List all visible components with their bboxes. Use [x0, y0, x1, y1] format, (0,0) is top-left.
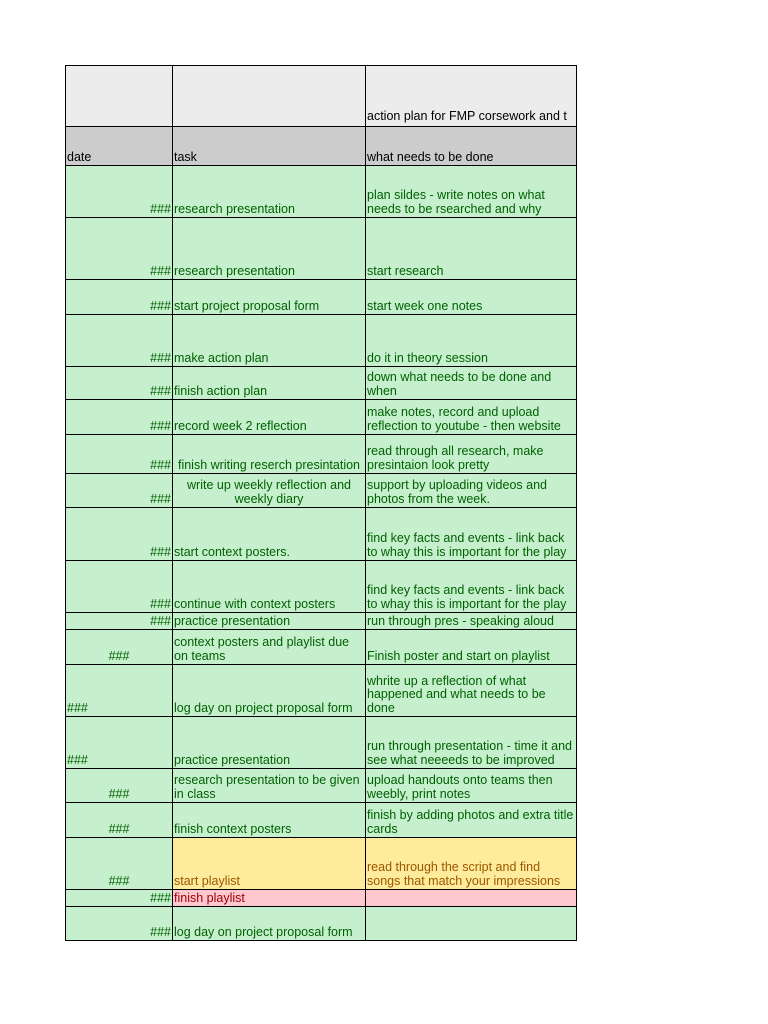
table-row — [65, 890, 577, 907]
task-header[interactable]: task — [173, 127, 366, 166]
cell[interactable] — [173, 65, 366, 127]
what-cell[interactable]: find key facts and events - link back to whay this is important for the play — [366, 508, 577, 561]
spreadsheet — [65, 65, 577, 941]
table-row — [65, 665, 577, 717]
date-cell[interactable]: ### — [65, 367, 173, 400]
what-cell[interactable]: run through pres - speaking aloud — [366, 613, 577, 630]
table-row — [65, 717, 577, 769]
date-header[interactable]: date — [65, 127, 173, 166]
date-cell[interactable]: ### — [65, 907, 173, 941]
what-cell[interactable]: down what needs to be done and when — [366, 367, 577, 400]
date-cell[interactable]: ### — [65, 717, 173, 769]
date-cell[interactable]: ### — [65, 613, 173, 630]
table-row — [65, 803, 577, 838]
header-row — [65, 127, 577, 166]
task-cell[interactable]: log day on project proposal form — [173, 665, 366, 717]
what-cell[interactable]: start research — [366, 218, 577, 280]
what-cell[interactable]: make notes, record and upload reflection to youtube - then website — [366, 400, 577, 435]
task-cell[interactable]: research presentation to be given in class — [173, 769, 366, 803]
task-cell[interactable]: record week 2 reflection — [173, 400, 366, 435]
what-cell[interactable]: whrite up a reflection of what happened and what needs to be done — [366, 665, 577, 717]
table-row — [65, 315, 577, 367]
task-cell[interactable]: start project proposal form — [173, 280, 366, 315]
date-cell[interactable]: ### — [65, 665, 173, 717]
table-row — [65, 474, 577, 508]
table-row — [65, 907, 577, 941]
task-cell[interactable]: continue with context posters — [173, 561, 366, 613]
table-row — [65, 838, 577, 890]
date-cell[interactable]: ### — [65, 400, 173, 435]
task-cell[interactable]: finish context posters — [173, 803, 366, 838]
task-cell[interactable]: log day on project proposal form — [173, 907, 366, 941]
task-cell[interactable]: make action plan — [173, 315, 366, 367]
date-cell[interactable]: ### — [65, 561, 173, 613]
date-cell[interactable]: ### — [65, 435, 173, 474]
task-cell[interactable]: practice presentation — [173, 717, 366, 769]
table-row — [65, 166, 577, 218]
what-cell[interactable]: Finish poster and start on playlist — [366, 630, 577, 665]
date-cell[interactable]: ### — [65, 280, 173, 315]
cell[interactable] — [65, 65, 173, 127]
task-cell[interactable]: write up weekly reflection and weekly diary — [173, 474, 366, 508]
task-cell[interactable]: start context posters. — [173, 508, 366, 561]
task-cell[interactable]: finish writing reserch presintation — [173, 435, 366, 474]
what-cell[interactable]: start week one notes — [366, 280, 577, 315]
what-cell[interactable] — [366, 907, 577, 941]
what-cell[interactable]: read through all research, make presintaion look pretty — [366, 435, 577, 474]
task-cell[interactable]: finish action plan — [173, 367, 366, 400]
sheet-title[interactable]: action plan for FMP corsework and t — [366, 65, 577, 127]
date-cell[interactable]: ### — [65, 166, 173, 218]
what-cell[interactable]: find key facts and events - link back to whay this is important for the play — [366, 561, 577, 613]
date-cell[interactable]: ### — [65, 630, 173, 665]
date-cell[interactable]: ### — [65, 218, 173, 280]
task-cell[interactable]: research presentation — [173, 218, 366, 280]
task-cell[interactable]: research presentation — [173, 166, 366, 218]
what-cell[interactable]: upload handouts onto teams then weebly, print notes — [366, 769, 577, 803]
what-cell[interactable]: finish by adding photos and extra title cards — [366, 803, 577, 838]
table-row — [65, 280, 577, 315]
table-row — [65, 769, 577, 803]
what-cell[interactable]: support by uploading videos and photos from the week. — [366, 474, 577, 508]
table-row — [65, 630, 577, 665]
what-cell[interactable] — [366, 890, 577, 907]
what-header[interactable]: what needs to be done — [366, 127, 577, 166]
date-cell[interactable]: ### — [65, 838, 173, 890]
table-row — [65, 561, 577, 613]
what-cell[interactable]: run through presentation - time it and see what neeeeds to be improved — [366, 717, 577, 769]
table-row — [65, 400, 577, 435]
what-cell[interactable]: read through the script and find songs that match your impressions — [366, 838, 577, 890]
task-cell[interactable]: practice presentation — [173, 613, 366, 630]
date-cell[interactable]: ### — [65, 769, 173, 803]
date-cell[interactable]: ### — [65, 315, 173, 367]
table-row — [65, 218, 577, 280]
date-cell[interactable]: ### — [65, 890, 173, 907]
task-cell[interactable]: start playlist — [173, 838, 366, 890]
task-cell[interactable]: context posters and playlist due on teams — [173, 630, 366, 665]
what-cell[interactable]: do it in theory session — [366, 315, 577, 367]
table-row — [65, 367, 577, 400]
what-cell[interactable]: plan sildes - write notes on what needs to be rsearched and why — [366, 166, 577, 218]
table-row — [65, 508, 577, 561]
date-cell[interactable]: ### — [65, 803, 173, 838]
date-cell[interactable]: ### — [65, 474, 173, 508]
task-cell[interactable]: finish playlist — [173, 890, 366, 907]
table-row — [65, 435, 577, 474]
date-cell[interactable]: ### — [65, 508, 173, 561]
title-row — [65, 65, 577, 127]
table-row — [65, 613, 577, 630]
